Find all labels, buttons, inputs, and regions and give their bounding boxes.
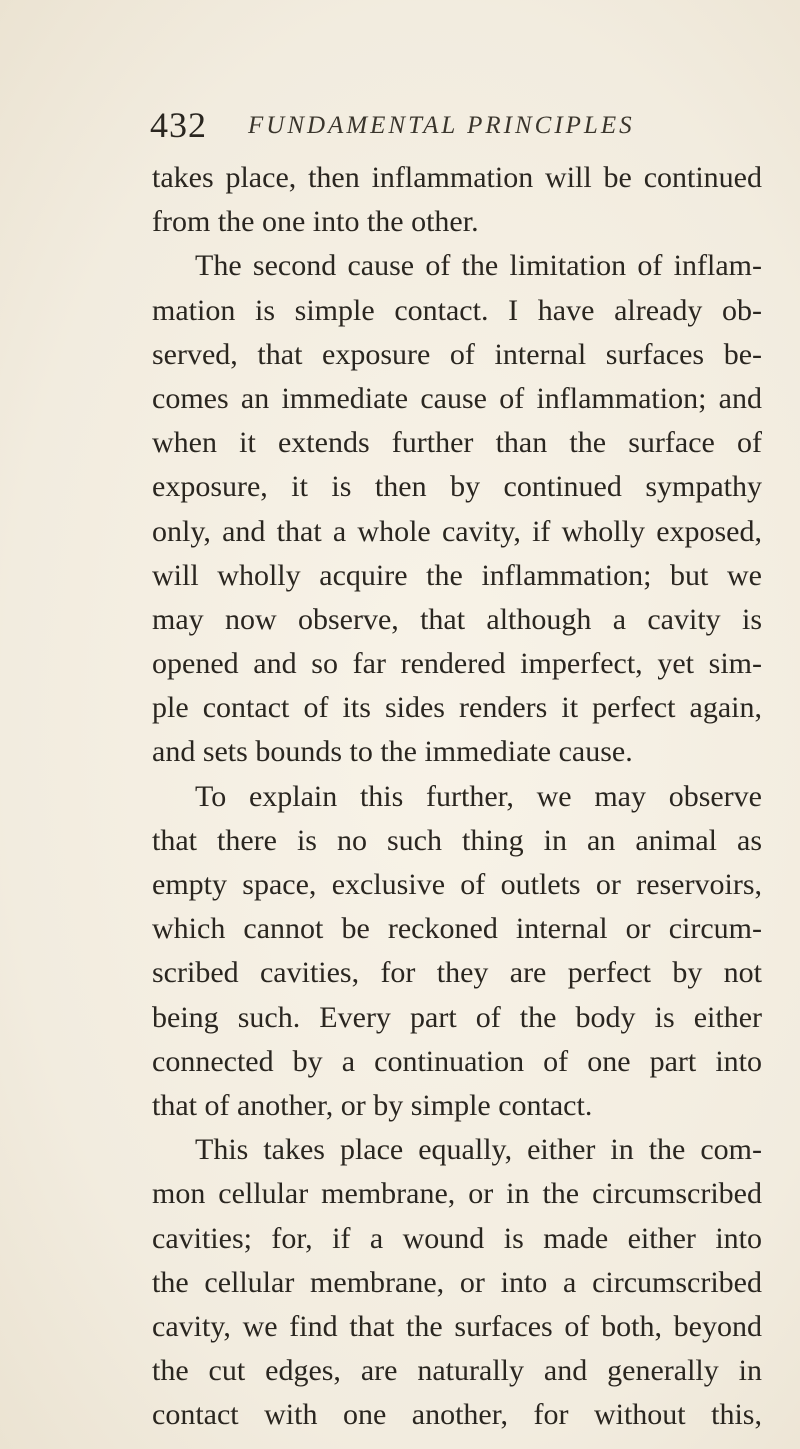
running-head: FUNDAMENTAL PRINCIPLES — [248, 112, 635, 139]
text-line: when it extends further than the surface of — [152, 426, 762, 460]
text-line: and sets bounds to the immediate cause. — [152, 735, 633, 769]
body-text — [152, 156, 762, 1437]
text-line: which cannot be reckoned internal or circum- — [152, 912, 762, 946]
text-line: exposure, it is then by continued sympathy — [152, 470, 762, 504]
text-line: the cut edges, are naturally and generally in — [152, 1354, 762, 1388]
text-line: may now observe, that although a cavity is — [152, 602, 762, 636]
page-number: 432 — [150, 105, 207, 145]
text-line: This takes place equally, either in the com- — [195, 1133, 762, 1167]
text-line: that there is no such thing in an animal as — [152, 823, 762, 857]
text-line: mon cellular membrane, or in the circumscribed — [152, 1177, 762, 1211]
text-line: The second cause of the limitation of inflam- — [195, 249, 762, 283]
text-line: To explain this further, we may observe — [195, 779, 762, 813]
text-line: opened and so far rendered imperfect, yet sim- — [152, 647, 762, 681]
text-line: being such. Every part of the body is either — [152, 1000, 762, 1034]
text-line: cavity, we find that the surfaces of both, beyond — [152, 1309, 762, 1343]
text-line: mation is simple contact. I have already ob- — [152, 293, 762, 327]
text-line: comes an immediate cause of inflammation; and — [152, 381, 762, 415]
text-line: scribed cavities, for they are perfect by not — [152, 956, 762, 990]
text-line: that of another, or by simple contact. — [152, 1088, 593, 1122]
text-line: contact with one another, for without this, — [152, 1398, 762, 1432]
text-line: ple contact of its sides renders it perfect again, — [152, 691, 762, 725]
text-line: takes place, then inflammation will be continued — [152, 161, 762, 194]
text-line: the cellular membrane, or into a circumscribed — [152, 1265, 762, 1299]
text-line: cavities; for, if a wound is made either into — [152, 1221, 762, 1255]
text-line: will wholly acquire the inflammation; but we — [152, 558, 762, 592]
text-line: served, that exposure of internal surfaces be- — [152, 337, 762, 371]
page-header — [150, 100, 750, 150]
text-line: connected by a continuation of one part into — [152, 1044, 762, 1078]
text-line: empty space, exclusive of outlets or reservoirs, — [152, 868, 762, 901]
text-line: from the one into the other. — [152, 205, 479, 239]
text-line: only, and that a whole cavity, if wholly exposed, — [152, 514, 762, 548]
